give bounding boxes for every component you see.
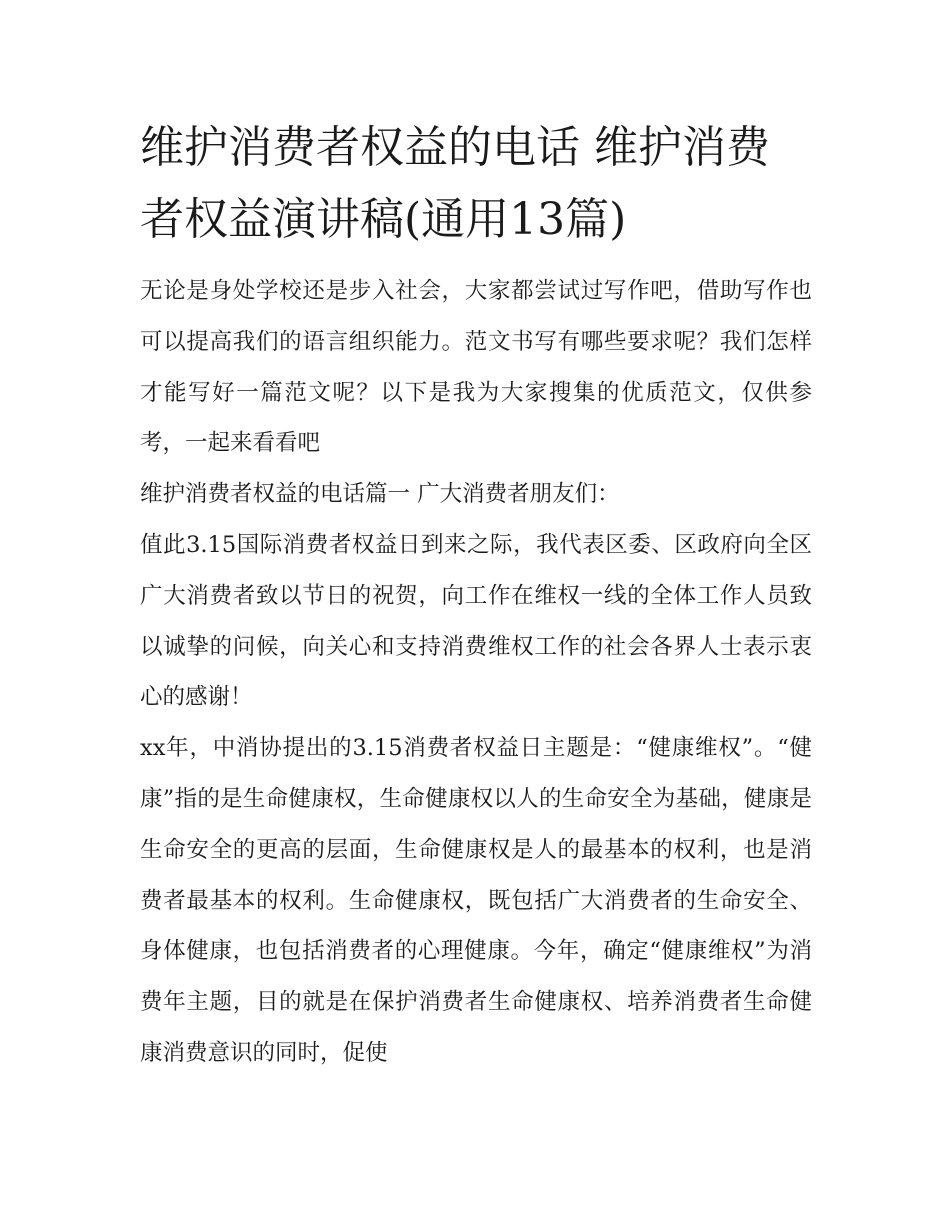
document-page <box>140 112 812 1079</box>
greeting-paragraph: 值此3.15国际消费者权益日到来之际，我代表区委、区政府向全区广大消费者致以节日的祝贺，向工作在维权一线的全体工作人员致以诚挚的问候，向关心和支持消费维权工作的社会各界人士表示衷心的感谢！ <box>140 531 812 711</box>
theme-paragraph: xx年，中消协提出的3.15消费者权益日主题是：“健康维权”。“健康”指的是生命健康权，生命健康权以人的生命安全为基础，健康是生命安全的更高的层面，生命健康权是人的最基本的权利，也是消费者最基本的权利。生命健康权，既包括广大消费者的生命安全、身体健康，也包括消费者的心理健康。今年，确定“健康维权”为消费年主题，目的就是在保护消费者生命健康权、培养消费者生命健康消费意识的同时，促使 <box>140 735 812 1066</box>
document-title: 维护消费者权益的电话 维护消费者权益演讲稿(通用13篇) <box>140 122 770 245</box>
intro-paragraph: 无论是身处学校还是步入社会，大家都尝试过写作吧，借助写作也可以提高我们的语言组织能力。范文书写有哪些要求呢？我们怎样才能写好一篇范文呢？以下是我为大家搜集的优质范文，仅供参考，一起来看看吧 <box>140 278 812 457</box>
section-heading-paragraph: 维护消费者权益的电话篇一 广大消费者朋友们： <box>140 481 620 508</box>
